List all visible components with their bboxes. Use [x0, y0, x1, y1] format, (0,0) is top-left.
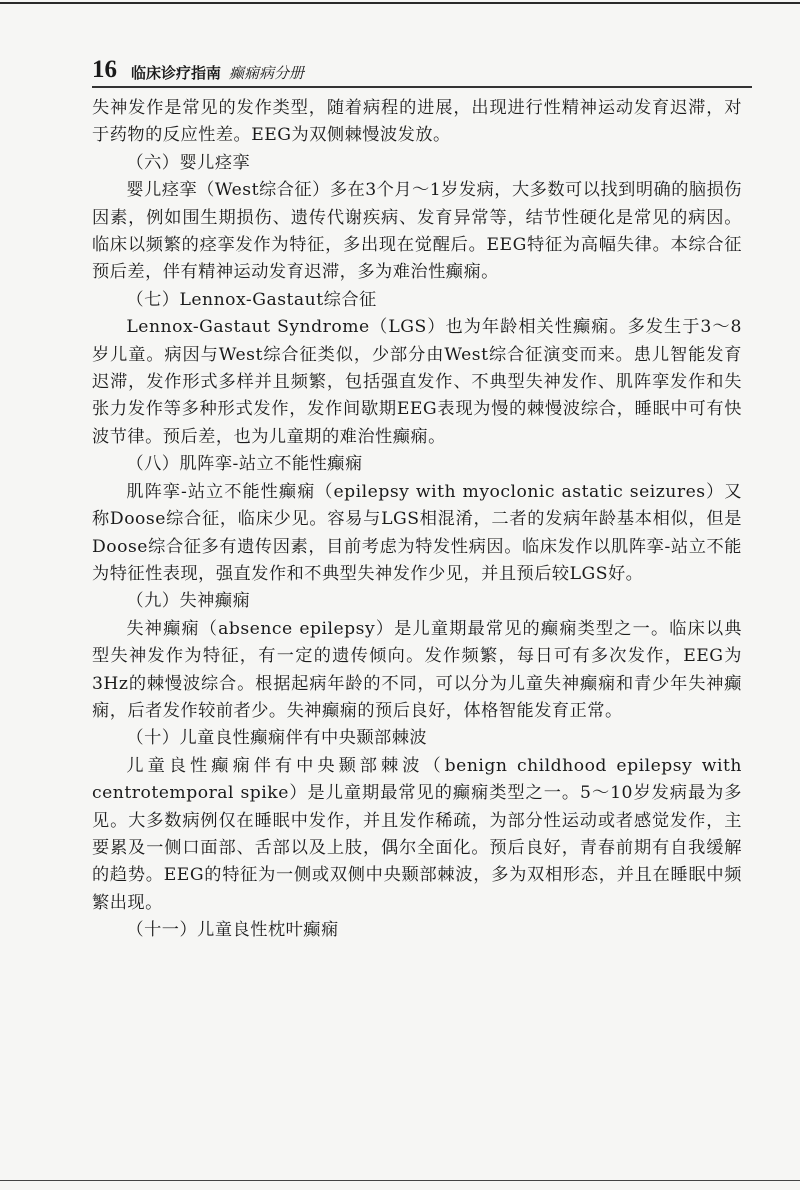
top-border-line — [0, 2, 800, 4]
volume-title: 癫痫病分册 — [229, 64, 305, 82]
bottom-border-line — [0, 1180, 800, 1181]
running-header — [92, 52, 752, 82]
section-heading: （十）儿童良性癫痫伴有中央颞部棘波 — [126, 728, 428, 749]
paragraph: 婴儿痉挛（West综合征）多在3个月～1岁发病，大多数可以找到明确的脑损伤因素，例如围生期损伤、遗传代谢疾病、发育异常等，结节性硬化是常见的病因。临床以频繁的痉挛发作为特征，多出现在觉醒后。EEG特征为高幅失律。本综合征预后差，伴有精神运动发育迟滞，多为难治性癫痫。 — [92, 180, 742, 283]
section-heading: （九）失神癫痫 — [126, 591, 251, 612]
section-heading: （七）Lennox-Gastaut综合征 — [126, 289, 377, 310]
header-rule — [92, 86, 752, 88]
section-heading: （十一）儿童良性枕叶癫痫 — [126, 920, 339, 941]
series-title: 临床诊疗指南 — [131, 64, 222, 82]
page-body — [92, 95, 742, 945]
paragraph: 肌阵挛-站立不能性癫痫（epilepsy with myoclonic astatic seizures）又称Doose综合征，临床少见。容易与LGS相混淆，二者的发病年龄基本相似，但是Doose综合征多有遗传因素，目前考虑为特发性病因。临床发作以肌阵挛-站立不能为特征性表现，强直发作和不典型失神发作少见，并且预后较LGS好。 — [92, 481, 742, 584]
paragraph: 失神癫痫（absence epilepsy）是儿童期最常见的癫痫类型之一。临床以典型失神发作为特征，有一定的遗传倾向。发作频繁，每日可有多次发作，EEG为3Hz的棘慢波综合。根据起病年龄的不同，可以分为儿童失神癫痫和青少年失神癫痫，后者发作较前者少。失神癫痫的预后良好，体格智能发育正常。 — [92, 618, 742, 721]
page-number: 16 — [92, 56, 117, 83]
section-heading: （八）肌阵挛-站立不能性癫痫 — [126, 454, 363, 475]
paragraph: Lennox-Gastaut Syndrome（LGS）也为年龄相关性癫痫。多发生于3～8岁儿童。病因与West综合征类似，少部分由West综合征演变而来。患儿智能发育迟滞，发作形式多样并且频繁，包括强直发作、不典型失神发作、肌阵挛发作和失张力发作等多种形式发作，发作间歇期EEG表现为慢的棘慢波综合，睡眠中可有快波节律。预后差，也为儿童期的难治性癫痫。 — [92, 317, 742, 447]
paragraph: 失神发作是常见的发作类型，随着病程的进展，出现进行性精神运动发育迟滞，对于药物的反应性差。EEG为双侧棘慢波发放。 — [92, 98, 742, 146]
section-heading: （六）婴儿痉挛 — [126, 152, 251, 173]
paragraph: 儿童良性癫痫伴有中央颞部棘波（benign childhood epilepsy with centrotemporal spike）是儿童期最常见的癫痫类型之一。5～10岁发病最为多见。大多数病例仅在睡眠中发作，并且发作稀疏，为部分性运动或者感觉发作，主要累及一侧口面部、舌部以及上肢，偶尔全面化。预后良好，青春前期有自我缓解的趋势。EEG的特征为一侧或双侧中央颞部棘波，多为双相形态，并且在睡眠中频繁出现。 — [92, 755, 742, 913]
